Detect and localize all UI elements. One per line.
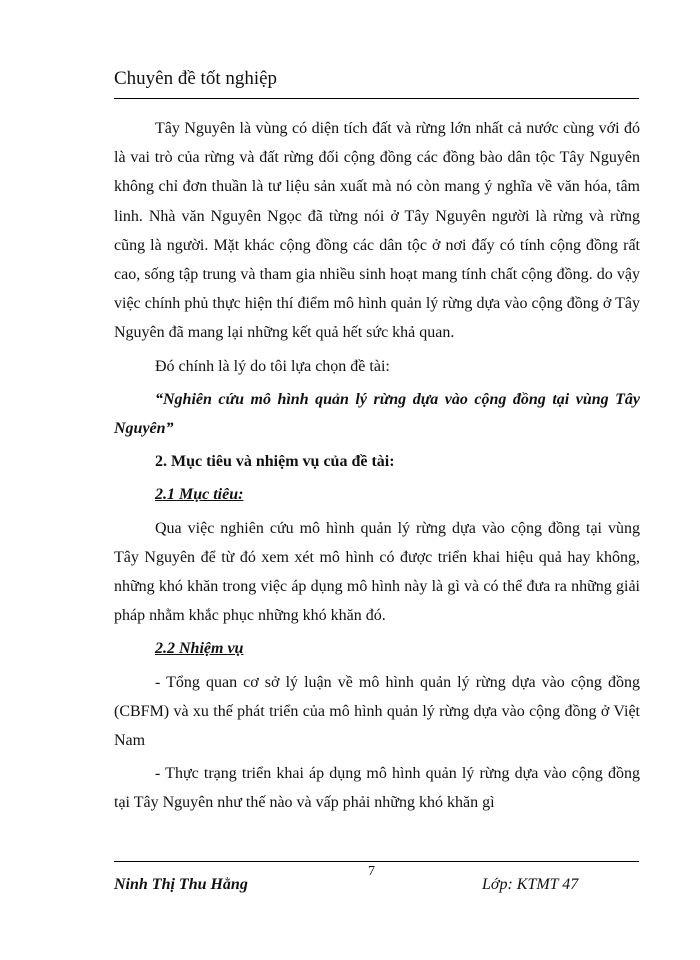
document-body	[114, 114, 640, 818]
paragraph-objective: Qua việc nghiên cứu mô hình quản lý rừng dựa vào cộng đồng tại vùng Tây Nguyên để từ đó xem xét mô hình có được triển khai hiệu quả hay không, những khó khăn trong việc áp dụng mô hình này là gì và có thể đưa ra những giải pháp nhằm khắc phục những khó khăn đó.	[114, 519, 640, 625]
task-item-2: - Thực trạng triển khai áp dụng mô hình quản lý rừng dựa vào cộng đồng tại Tây Nguyên như thế nào và vấp phải những khó khăn gì	[114, 765, 640, 812]
task-item-1: - Tổng quan cơ sở lý luận về mô hình quản lý rừng dựa vào cộng đồng (CBFM) và xu thế phát triển của mô hình quản lý rừng dựa vào cộng đồng ở Việt Nam	[114, 673, 640, 750]
paragraph-reason: Đó chính là lý do tôi lựa chọn đề tài:	[155, 357, 390, 375]
section-heading-2: 2. Mục tiêu và nhiệm vụ của đề tài:	[155, 453, 395, 471]
header-rule	[114, 98, 639, 99]
footer-class-label: Lớp: KTMT 47	[482, 876, 579, 893]
section-heading-2-1	[114, 480, 640, 509]
section-heading-2-2	[114, 634, 640, 663]
page-number: 7	[368, 864, 375, 879]
footer-author: Ninh Thị Thu Hằng	[114, 876, 248, 893]
section-heading-2-1-text: 2.1 Mục tiêu:	[155, 486, 244, 504]
thesis-topic: “Nghiên cứu mô hình quản lý rừng dựa vào cộng đồng tại vùng Tây Nguyên”	[114, 390, 640, 438]
header-title: Chuyên đề tốt nghiệp	[114, 68, 278, 89]
footer-rule	[114, 861, 639, 862]
section-heading-2-2-text: 2.2 Nhiệm vụ	[155, 640, 244, 658]
paragraph-intro: Tây Nguyên là vùng có diện tích đất và rừng lớn nhất cả nước cùng với đó là vai trò của rừng và đất rừng đối cộng đồng các đồng bào dân tộc Tây Nguyên không chỉ đơn thuần là tư liệu sản xuất mà nó còn mang ý nghĩa về văn hóa, tâm linh. Nhà văn Nguyên Ngọc đã từng nói ở Tây Nguyên người là rừng và rừng cũng là người. Mặt khác cộng đồng các dân tộc ở nơi đấy có tính cộng đồng rất cao, sống tập trung và tham gia nhiều sinh hoạt mang tính chất cộng đồng. do vậy việc chính phủ thực hiện thí điểm mô hình quản lý rừng dựa vào cộng đồng ở Tây Nguyên đã mang lại những kết quả hết sức khả quan.	[114, 120, 640, 342]
